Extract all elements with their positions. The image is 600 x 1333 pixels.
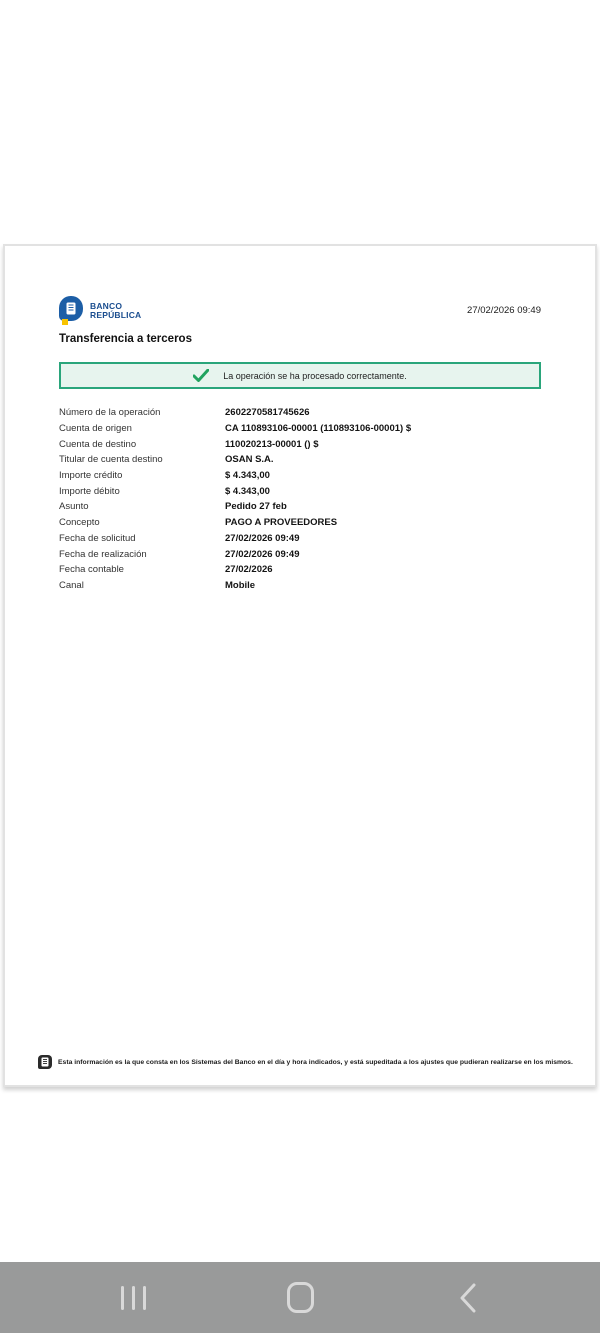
field-row [59, 405, 541, 421]
field-row [59, 515, 541, 531]
bank-name-line1: BANCO [90, 300, 123, 311]
receipt-header [59, 246, 541, 325]
field-label: Importe débito [59, 485, 120, 497]
bank-name [90, 302, 141, 320]
receipt-content [5, 246, 595, 1085]
recents-button[interactable] [88, 1262, 178, 1333]
field-value: OSAN S.A. [225, 454, 274, 466]
pdf-page [3, 244, 597, 1087]
field-value: 27/02/2026 09:49 [225, 548, 300, 560]
field-value: 27/02/2026 [225, 564, 273, 576]
field-value: PAGO A PROVEEDORES [225, 517, 338, 529]
field-value: Mobile [225, 579, 256, 591]
field-row [59, 436, 541, 452]
field-label: Fecha contable [59, 564, 124, 576]
fields-list [59, 405, 541, 593]
bank-logo-small-icon [38, 1055, 52, 1069]
field-row [59, 562, 541, 578]
back-icon [458, 1283, 478, 1313]
checkmark-icon [193, 369, 209, 382]
field-value: Pedido 27 feb [225, 501, 287, 513]
field-value: 2602270581745626 [225, 407, 310, 419]
field-label: Fecha de realización [59, 548, 147, 560]
field-row [59, 483, 541, 499]
field-label: Titular de cuenta destino [59, 454, 163, 466]
field-label: Canal [59, 579, 84, 591]
field-row [59, 421, 541, 437]
receipt-title: Transferencia a terceros [59, 333, 192, 345]
recents-icon [121, 1286, 146, 1310]
bank-name-line2: REPÚBLICA [90, 309, 142, 320]
field-row [59, 578, 541, 594]
receipt-datetime: 27/02/2026 09:49 [467, 305, 541, 316]
receipt-footer [38, 1055, 573, 1069]
field-row [59, 546, 541, 562]
success-banner [59, 362, 541, 389]
success-message: La operación se ha procesado correctamente. [223, 370, 407, 381]
field-label: Fecha de solicitud [59, 532, 136, 544]
field-row [59, 452, 541, 468]
field-label: Importe crédito [59, 470, 123, 482]
back-button[interactable] [423, 1262, 513, 1333]
field-row [59, 531, 541, 547]
android-navigation-bar [0, 1262, 600, 1333]
field-value: $ 4.343,00 [225, 485, 270, 497]
bank-logo-icon [59, 296, 84, 325]
field-value: $ 4.343,00 [225, 470, 270, 482]
bank-logo [59, 296, 141, 325]
footer-note-text: Esta información es la que consta en los Sistemas del Banco en el día y hora indicados, y está supeditada a los ajustes que pudieran realizarse en los mismos. [58, 1058, 573, 1066]
field-row [59, 499, 541, 515]
field-value: 27/02/2026 09:49 [225, 532, 300, 544]
field-label: Concepto [59, 517, 100, 529]
field-label: Número de la operación [59, 407, 161, 419]
field-value: CA 110893106-00001 (110893106-00001) $ [225, 423, 412, 435]
field-value: 110020213-00001 () $ [225, 438, 319, 450]
field-row [59, 468, 541, 484]
field-label: Cuenta de origen [59, 423, 132, 435]
home-button[interactable] [255, 1262, 345, 1333]
home-icon [287, 1282, 314, 1313]
field-label: Cuenta de destino [59, 438, 137, 450]
field-label: Asunto [59, 501, 89, 513]
logo-yellow-square [62, 319, 68, 325]
